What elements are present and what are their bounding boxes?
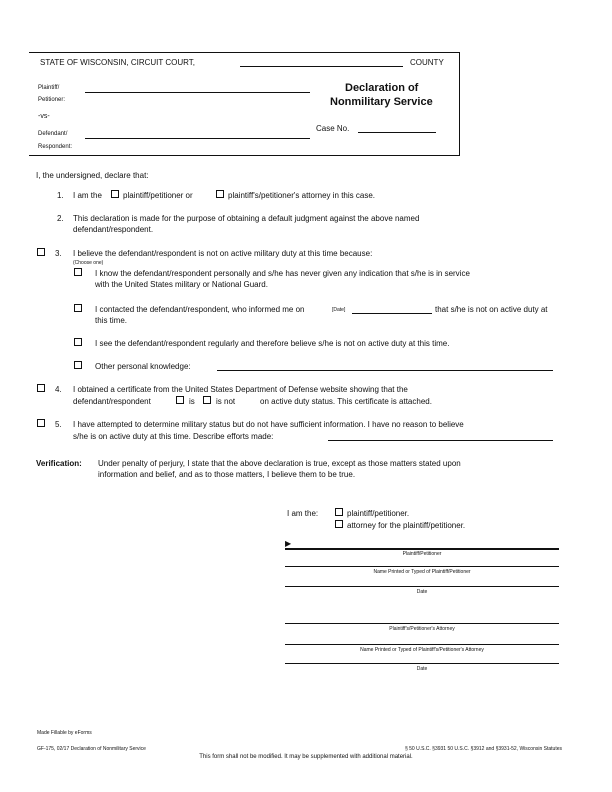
- item4-is-checkbox[interactable]: [176, 396, 184, 404]
- plaintiff-signature-caption: Plaintiff/Petitioner: [402, 551, 442, 557]
- item1-text-c: plaintiff's/petitioner's attorney in this case.: [228, 191, 375, 200]
- item3-option2-line2: this time.: [95, 316, 128, 325]
- verification-line2: information and belief, and as to those matters, I believe them to be true.: [98, 470, 356, 479]
- caption-right-border: [459, 52, 460, 156]
- item1-text-b: plaintiff/petitioner or: [123, 191, 193, 200]
- vs-label: -vs-: [38, 113, 50, 120]
- item3-option1-line1: I know the defendant/respondent personally and s/he has never given any indication that s/he is in service: [95, 269, 470, 278]
- attorney-name-field[interactable]: [285, 644, 559, 645]
- caption-bottom-border: [29, 155, 460, 156]
- attorney-date-caption: Date: [416, 666, 428, 672]
- plaintiff-date-caption: Date: [416, 589, 428, 595]
- defendant-field[interactable]: [85, 138, 310, 139]
- item2-line1: This declaration is made for the purpose of obtaining a default judgment against the above named: [73, 214, 420, 223]
- form-title-line1: Declaration of: [345, 82, 419, 94]
- item5-checkbox[interactable]: [37, 419, 45, 427]
- item5-line2: s/he is on active duty at this time. Describe efforts made:: [73, 432, 274, 441]
- item2-number: 2.: [57, 214, 64, 223]
- signer-attorney-label: attorney for the plaintiff/petitioner.: [347, 521, 466, 530]
- form-title-line2: Nonmilitary Service: [330, 96, 433, 108]
- item3-option2-text-b: that s/he is not on active duty at: [435, 305, 548, 314]
- item3-choose-one: (Choose one): [73, 260, 104, 266]
- item1-attorney-checkbox[interactable]: [216, 190, 224, 198]
- plaintiff-name-caption: Name Printed or Typed of Plaintiff/Petitioner: [373, 569, 471, 575]
- attorney-name-caption: Name Printed or Typed of Plaintiff's/Petitioner's Attorney: [360, 647, 484, 653]
- item3-option4-field[interactable]: [217, 370, 553, 371]
- form-id: GF-175, 02/17 Declaration of Nonmilitary Service: [37, 746, 146, 752]
- item1-plaintiff-checkbox[interactable]: [111, 190, 119, 198]
- case-no-label: Case No.: [316, 124, 350, 133]
- signer-plaintiff-label: plaintiff/petitioner.: [347, 509, 410, 518]
- item3-option2-date-field[interactable]: [352, 313, 432, 314]
- made-fillable-note: Made Fillable by eForms: [37, 730, 92, 736]
- item4-isnot-label: is not: [216, 397, 236, 406]
- item4-isnot-checkbox[interactable]: [203, 396, 211, 404]
- item4-number: 4.: [55, 385, 62, 394]
- item3-option3-checkbox[interactable]: [74, 338, 82, 346]
- verification-line1: Under penalty of perjury, I state that the above declaration is true, except as those matters stated upon: [98, 459, 461, 468]
- item1-text-a: I am the: [73, 191, 102, 200]
- defendant-label: Defendant/: [38, 131, 68, 137]
- item3-option4-text: Other personal knowledge:: [95, 362, 191, 371]
- plaintiff-date-field[interactable]: [285, 586, 559, 587]
- item3-option3-text: I see the defendant/respondent regularly and therefore believe s/he is not on active duty at this time.: [95, 339, 450, 348]
- case-no-field[interactable]: [358, 132, 436, 133]
- item3-option2-checkbox[interactable]: [74, 304, 82, 312]
- attorney-signature-field[interactable]: [285, 623, 559, 624]
- item3-number: 3.: [55, 249, 62, 258]
- court-label: STATE OF WISCONSIN, CIRCUIT COURT,: [40, 58, 195, 67]
- county-field[interactable]: [240, 66, 403, 67]
- item5-efforts-field[interactable]: [328, 440, 553, 441]
- plaintiff-signature-field[interactable]: [285, 548, 559, 550]
- item4-checkbox[interactable]: [37, 384, 45, 392]
- item3-checkbox[interactable]: [37, 248, 45, 256]
- item5-line1: I have attempted to determine military status but do not have sufficient information. I have no reason to believe: [73, 420, 464, 429]
- plaintiff-name-field[interactable]: [285, 566, 559, 567]
- petitioner-label: Petitioner:: [38, 97, 66, 103]
- item3-line1: I believe the defendant/respondent is not on active military duty at this time because:: [73, 249, 373, 258]
- signer-attorney-checkbox[interactable]: [335, 520, 343, 528]
- respondent-label: Respondent:: [38, 144, 73, 150]
- i-am-the-label: I am the:: [287, 509, 319, 518]
- intro-text: I, the undersigned, declare that:: [36, 171, 149, 180]
- county-label: COUNTY: [410, 58, 444, 67]
- item3-option1-checkbox[interactable]: [74, 268, 82, 276]
- signature-arrow-icon: ▶: [285, 539, 292, 548]
- plaintiff-field[interactable]: [85, 92, 310, 93]
- item3-option1-line2: with the United States military or National Guard.: [95, 280, 268, 289]
- plaintiff-label: Plaintiff/: [38, 85, 60, 91]
- item4-is-label: is: [189, 397, 195, 406]
- item5-number: 5.: [55, 420, 62, 429]
- item3-option2-date-label: [Date]: [332, 307, 346, 313]
- signer-plaintiff-checkbox[interactable]: [335, 508, 343, 516]
- modification-note: This form shall not be modified. It may be supplemented with additional material.: [199, 754, 413, 760]
- item1-number: 1.: [57, 191, 64, 200]
- item2-line2: defendant/respondent.: [73, 225, 154, 234]
- item4-line1: I obtained a certificate from the United States Department of Defense website showing that the: [73, 385, 408, 394]
- verification-label: Verification:: [36, 459, 82, 468]
- attorney-signature-caption: Plaintiff's/Petitioner's Attorney: [389, 626, 455, 632]
- item3-option2-text-a: I contacted the defendant/respondent, who informed me on: [95, 305, 305, 314]
- item3-option4-checkbox[interactable]: [74, 361, 82, 369]
- statutes-reference: § 50 U.S.C. §3931 50 U.S.C. §3912 and §3931-52, Wisconsin Statutes: [404, 746, 562, 752]
- caption-top-border: [29, 52, 460, 53]
- item4-text-a: defendant/respondent: [73, 397, 151, 406]
- attorney-date-field[interactable]: [285, 663, 559, 664]
- item4-text-b: on active duty status. This certificate is attached.: [260, 397, 432, 406]
